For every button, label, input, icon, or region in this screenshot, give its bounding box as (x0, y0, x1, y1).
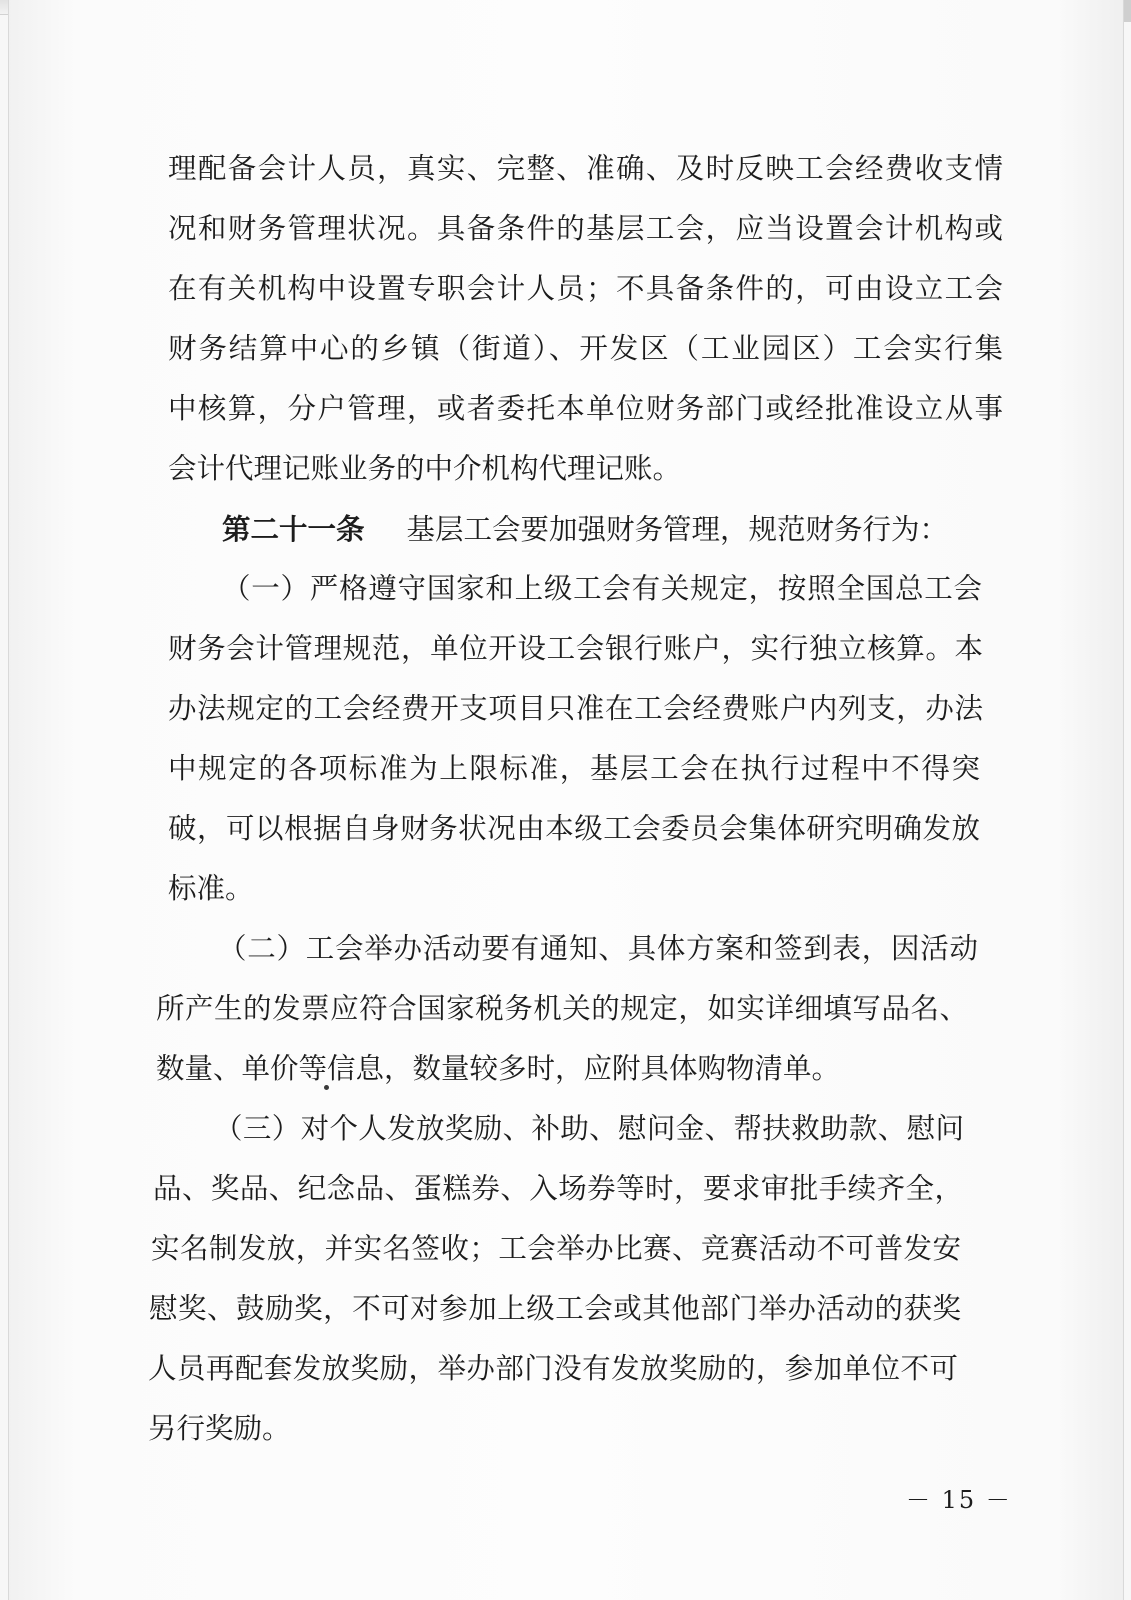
text-line: 财务结算中心的乡镇（街道）、开发区（工业园区）工会实行集 (168, 332, 1003, 365)
text-line: 另行奖励。 (148, 1412, 291, 1445)
article-heading: 第二十一条 (222, 512, 365, 546)
text-line: 人员再配套发放奖励，举办部门没有发放奖励的，参加单位不可 (148, 1352, 958, 1385)
text-line: （二）工会举办活动要有通知、具体方案和签到表，因活动 (218, 932, 978, 965)
scan-speck (324, 1085, 329, 1090)
page-number: － 15 － (906, 1486, 1012, 1514)
text-line: 财务会计管理规范，单位开设工会银行账户，实行独立核算。本 (168, 632, 983, 665)
text-line: 品、奖品、纪念品、蛋糕券、入场券等时，要求审批手续齐全， (153, 1172, 963, 1205)
article-intro: 基层工会要加强财务管理，规范财务行为： (406, 513, 949, 546)
text-line: 所产生的发票应符合国家税务机关的规定，如实详细填写品名、 (156, 992, 968, 1025)
text-line: 破，可以根据自身财务状况由本级工会委员会集体研究明确发放 (168, 812, 980, 845)
document-page (8, 0, 1124, 1600)
text-line: （一）严格遵守国家和上级工会有关规定，按照全国总工会 (222, 572, 982, 605)
text-line: （三）对个人发放奖励、补助、慰问金、帮扶救助款、慰问 (214, 1112, 964, 1145)
text-line: 中核算，分户管理，或者委托本单位财务部门或经批准设立从事 (168, 392, 1003, 425)
text-line: 标准。 (168, 872, 254, 905)
text-line: 数量、单价等信息，数量较多时，应附具体购物清单。 (156, 1052, 841, 1085)
text-line: 中规定的各项标准为上限标准，基层工会在执行过程中不得突 (168, 752, 980, 785)
text-line: 在有关机构中设置专职会计人员；不具备条件的，可由设立工会 (168, 272, 1003, 305)
text-line: 慰奖、鼓励奖，不可对参加上级工会或其他部门举办活动的获奖 (149, 1292, 961, 1325)
text-line: 况和财务管理状况。具备条件的基层工会，应当设置会计机构或 (168, 212, 1003, 245)
text-line: 理配备会计人员，真实、完整、准确、及时反映工会经费收支情 (168, 152, 1003, 185)
text-line: 会计代理记账业务的中介机构代理记账。 (168, 452, 682, 485)
text-line: 实名制发放，并实名签收；工会举办比赛、竞赛活动不可普发安 (151, 1232, 961, 1265)
text-line: 办法规定的工会经费开支项目只准在工会经费账户内列支，办法 (168, 692, 983, 725)
article-21 (222, 512, 967, 546)
